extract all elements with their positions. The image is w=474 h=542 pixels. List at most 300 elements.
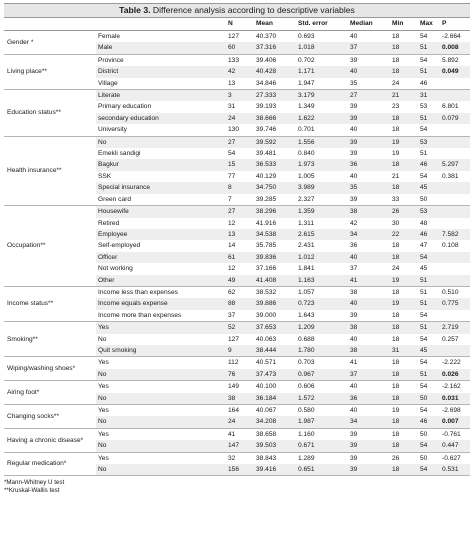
variable-label: Income status** [4, 286, 96, 321]
max-cell: 47 [420, 242, 428, 250]
n-cell: 38 [226, 393, 254, 405]
n-cell: 147 [226, 440, 254, 452]
n-cell: 133 [228, 56, 240, 64]
median-cell: 40 [348, 66, 390, 77]
n-cell: 60 [226, 42, 254, 54]
max-cell: 31 [418, 90, 440, 102]
max-cell: 51 [420, 150, 428, 158]
std-error-cell: 0.606 [298, 383, 315, 391]
category-cell: Income less than expenses [98, 288, 178, 296]
mean-cell: 38.666 [254, 113, 296, 124]
std-error-cell: 1.841 [298, 265, 315, 273]
p-cell: 0.381 [442, 172, 459, 180]
mean-cell: 38.843 [256, 454, 277, 462]
n-cell: 12 [228, 219, 236, 227]
median-cell: 39 [350, 454, 358, 462]
min-cell: 18 [390, 322, 418, 334]
std-error-cell: 1.018 [296, 42, 348, 54]
min-cell: 18 [390, 252, 418, 263]
footnote-kruskal-wallis: **Kruskal-Wallis test [4, 487, 60, 495]
mean-cell: 40.129 [256, 172, 277, 180]
category-cell: Income equals expense [96, 298, 226, 309]
median-cell: 40 [348, 252, 390, 263]
std-error-cell: 1.947 [296, 78, 348, 90]
category-cell: No [98, 335, 107, 343]
category-cell: Special insurance [96, 182, 226, 193]
median-cell: 41 [350, 359, 358, 367]
mean-cell: 40.428 [254, 66, 296, 77]
min-cell: 18 [392, 242, 400, 250]
category-cell: Self-employed [98, 242, 141, 250]
p-cell [440, 252, 470, 263]
category-cell: No [96, 136, 226, 148]
std-error-cell: 0.967 [296, 369, 348, 381]
n-cell: 54 [228, 150, 236, 158]
std-error-cell: 3.179 [296, 90, 348, 102]
mean-cell: 38.444 [254, 345, 296, 357]
n-cell: 8 [226, 182, 254, 193]
median-cell: 38 [350, 288, 358, 296]
p-cell [440, 78, 470, 90]
category-cell: SSK [98, 172, 112, 180]
mean-cell: 39.416 [254, 464, 296, 476]
n-cell: 164 [228, 407, 240, 414]
min-cell: 30 [392, 219, 400, 227]
mean-cell: 36.533 [254, 159, 296, 170]
n-cell: 130 [226, 124, 254, 136]
variable-label: Changing socks** [4, 405, 96, 429]
header-variable [4, 18, 96, 31]
std-error-cell: 1.572 [296, 393, 348, 405]
min-cell: 18 [392, 383, 400, 391]
variable-label: Airing foot* [4, 381, 96, 405]
median-cell: 37 [350, 265, 358, 273]
n-cell: 61 [226, 252, 254, 263]
p-cell: 5.297 [440, 159, 470, 170]
max-cell: 51 [418, 298, 440, 309]
min-cell: 18 [392, 33, 400, 40]
median-cell: 39 [348, 440, 390, 452]
median-cell: 36 [348, 393, 390, 405]
min-cell: 22 [390, 229, 418, 240]
mean-cell: 39.481 [256, 150, 277, 158]
min-cell: 18 [390, 182, 418, 193]
table-row [4, 90, 470, 102]
median-cell: 39 [350, 103, 358, 111]
min-cell: 18 [390, 113, 418, 124]
table-caption [4, 3, 470, 18]
max-cell: 46 [418, 78, 440, 90]
std-error-cell: 0.671 [296, 440, 348, 452]
mean-cell: 39.000 [254, 310, 296, 322]
max-cell: 45 [418, 182, 440, 193]
category-cell: Province [98, 56, 124, 64]
std-error-cell: 2.327 [296, 194, 348, 206]
min-cell: 18 [390, 310, 418, 322]
p-cell [440, 218, 470, 229]
min-cell: 18 [390, 124, 418, 136]
category-cell: University [96, 124, 226, 136]
mean-cell: 38.296 [254, 206, 296, 218]
max-cell: 54 [420, 335, 428, 343]
max-cell: 51 [420, 288, 428, 296]
max-cell: 54 [418, 440, 440, 452]
p-cell: 0.447 [440, 440, 470, 452]
footnotes [4, 479, 470, 495]
mean-cell: 27.333 [254, 90, 296, 102]
mean-cell: 39.836 [254, 252, 296, 263]
median-cell: 35 [348, 78, 390, 90]
p-cell [440, 263, 470, 274]
max-cell: 54 [420, 359, 428, 367]
n-cell: 41 [228, 430, 236, 438]
min-cell: 18 [390, 159, 418, 170]
n-cell: 31 [228, 103, 236, 111]
max-cell: 54 [420, 407, 428, 414]
p-cell: 0.531 [440, 464, 470, 476]
min-cell: 18 [392, 288, 400, 296]
median-cell: 39 [348, 194, 390, 206]
n-cell: 77 [228, 172, 236, 180]
median-cell: 38 [348, 206, 390, 218]
median-cell: 39 [350, 430, 358, 438]
variable-label: Smoking** [4, 322, 96, 357]
table-row [4, 381, 470, 393]
table-row [4, 54, 470, 66]
n-cell: 42 [226, 66, 254, 77]
n-cell: 7 [226, 194, 254, 206]
min-cell: 18 [392, 359, 400, 367]
std-error-cell: 1.780 [296, 345, 348, 357]
p-cell [440, 275, 470, 287]
std-error-cell: 1.987 [296, 416, 348, 428]
n-cell: 37 [226, 310, 254, 322]
median-cell: 39 [348, 136, 390, 148]
min-cell: 18 [390, 369, 418, 381]
min-cell: 18 [392, 335, 400, 343]
std-error-cell: 1.973 [296, 159, 348, 170]
header-mean: Mean [254, 18, 296, 31]
std-error-cell: 1.622 [296, 113, 348, 124]
table-row [4, 405, 470, 417]
p-cell: 0.108 [442, 242, 459, 250]
median-cell: 41 [348, 275, 390, 287]
min-cell: 19 [392, 407, 400, 414]
category-cell: Quit smoking [96, 345, 226, 357]
p-cell: 0.008 [440, 42, 470, 54]
median-cell: 40 [348, 124, 390, 136]
median-cell: 40 [348, 298, 390, 309]
std-error-cell: 1.163 [296, 275, 348, 287]
n-cell: 88 [226, 298, 254, 309]
category-cell: Bagkur [96, 159, 226, 170]
median-cell: 37 [348, 42, 390, 54]
median-cell: 40 [350, 172, 358, 180]
header-max: Max [418, 18, 440, 31]
category-cell: Male [96, 42, 226, 54]
median-cell: 36 [350, 242, 358, 250]
category-cell: Employee [96, 229, 226, 240]
std-error-cell: 0.580 [298, 407, 315, 414]
header-std-error: Std. error [296, 18, 348, 31]
category-cell: Literate [96, 90, 226, 102]
std-error-cell: 1.012 [296, 252, 348, 263]
std-error-cell: 1.349 [298, 103, 315, 111]
max-cell: 51 [418, 322, 440, 334]
n-cell: 15 [226, 159, 254, 170]
category-cell: Yes [96, 322, 226, 334]
max-cell: 50 [418, 194, 440, 206]
max-cell: 53 [418, 136, 440, 148]
max-cell: 51 [418, 42, 440, 54]
p-cell: -2.698 [442, 407, 461, 414]
median-cell: 34 [348, 229, 390, 240]
std-error-cell: 0.703 [298, 359, 315, 367]
mean-cell: 39.886 [254, 298, 296, 309]
min-cell: 21 [390, 90, 418, 102]
median-cell: 39 [348, 464, 390, 476]
table-row [4, 136, 470, 148]
category-cell: Green card [96, 194, 226, 206]
mean-cell: 40.063 [256, 335, 277, 343]
p-cell: 0.031 [440, 393, 470, 405]
std-error-cell: 0.693 [298, 33, 315, 40]
p-cell: -2.162 [442, 383, 461, 391]
mean-cell: 41.916 [256, 219, 277, 227]
p-cell: 0.775 [440, 298, 470, 309]
category-cell: Yes [98, 454, 109, 462]
median-cell: 27 [348, 90, 390, 102]
std-error-cell: 1.556 [296, 136, 348, 148]
header-min: Min [390, 18, 418, 31]
table-row [4, 452, 470, 464]
min-cell: 19 [390, 298, 418, 309]
min-cell: 18 [392, 56, 400, 64]
median-cell: 40 [350, 335, 358, 343]
std-error-cell: 2.431 [298, 242, 315, 250]
p-cell [440, 345, 470, 357]
mean-cell: 37.166 [256, 265, 277, 273]
caption-label: Table 3. [119, 5, 151, 15]
table-row [4, 357, 470, 369]
p-cell [440, 182, 470, 193]
std-error-cell: 0.688 [298, 335, 315, 343]
median-cell: 40 [350, 383, 358, 391]
category-cell: Yes [98, 407, 109, 414]
p-cell: 0.026 [440, 369, 470, 381]
category-cell: Female [98, 33, 120, 40]
max-cell: 46 [418, 416, 440, 428]
max-cell: 54 [420, 172, 428, 180]
p-cell: -2.664 [442, 33, 461, 40]
n-cell: 3 [226, 90, 254, 102]
caption-text: Difference analysis according to descriptive variables [150, 5, 355, 15]
table-body [4, 31, 470, 476]
table-container [4, 3, 470, 495]
p-cell: 2.719 [440, 322, 470, 334]
min-cell: 18 [390, 440, 418, 452]
max-cell: 54 [418, 124, 440, 136]
header-row [4, 18, 470, 31]
std-error-cell: 1.005 [298, 172, 315, 180]
std-error-cell: 1.160 [298, 430, 315, 438]
median-cell: 38 [348, 322, 390, 334]
p-cell: -2.222 [442, 359, 461, 367]
variable-label: Having a chronic disease* [4, 428, 96, 452]
mean-cell: 34.208 [254, 416, 296, 428]
n-cell: 76 [226, 369, 254, 381]
n-cell: 49 [226, 275, 254, 287]
category-cell: No [96, 393, 226, 405]
p-cell: 0.510 [442, 288, 459, 296]
p-cell: -0.627 [442, 454, 461, 462]
min-cell: 19 [392, 150, 400, 158]
category-cell: Yes [98, 430, 109, 438]
max-cell: 50 [418, 393, 440, 405]
min-cell: 26 [392, 454, 400, 462]
variable-label: Gender * [4, 31, 96, 55]
mean-cell: 40.100 [256, 383, 277, 391]
median-cell: 35 [348, 182, 390, 193]
median-cell: 39 [348, 113, 390, 124]
n-cell: 112 [228, 359, 239, 367]
mean-cell: 37.316 [254, 42, 296, 54]
variable-label: Education status** [4, 90, 96, 137]
max-cell: 46 [418, 229, 440, 240]
std-error-cell: 1.209 [296, 322, 348, 334]
min-cell: 23 [392, 103, 400, 111]
category-cell: Village [96, 78, 226, 90]
n-cell: 52 [226, 322, 254, 334]
std-error-cell: 3.989 [296, 182, 348, 193]
max-cell: 51 [418, 113, 440, 124]
mean-cell: 38.532 [256, 288, 277, 296]
category-cell: No [96, 369, 226, 381]
p-cell: 7.582 [440, 229, 470, 240]
max-cell: 46 [418, 159, 440, 170]
p-cell: 0.079 [440, 113, 470, 124]
max-cell: 50 [420, 430, 428, 438]
table-row [4, 31, 470, 43]
p-cell [440, 310, 470, 322]
n-cell: 127 [228, 33, 240, 40]
median-cell: 38 [348, 345, 390, 357]
mean-cell: 34.846 [254, 78, 296, 90]
category-cell: District [96, 66, 226, 77]
median-cell: 39 [350, 150, 358, 158]
std-error-cell: 1.311 [298, 219, 315, 227]
category-cell: Yes [98, 359, 109, 367]
max-cell: 54 [420, 33, 428, 40]
min-cell: 18 [390, 393, 418, 405]
n-cell: 13 [226, 78, 254, 90]
category-cell: Not working [98, 265, 133, 273]
median-cell: 40 [350, 33, 358, 40]
mean-cell: 39.503 [254, 440, 296, 452]
max-cell: 53 [418, 206, 440, 218]
max-cell: 51 [418, 275, 440, 287]
min-cell: 19 [390, 136, 418, 148]
table-row [4, 206, 470, 218]
std-error-cell: 1.359 [296, 206, 348, 218]
p-cell [440, 136, 470, 148]
std-error-cell: 0.701 [296, 124, 348, 136]
max-cell: 51 [418, 369, 440, 381]
variable-label: Wiping/washing shoes* [4, 357, 96, 381]
mean-cell: 34.750 [254, 182, 296, 193]
p-cell [440, 148, 470, 159]
category-cell: Yes [98, 383, 109, 391]
p-cell: 0.049 [440, 66, 470, 77]
table-row [4, 286, 470, 298]
min-cell: 26 [390, 206, 418, 218]
std-error-cell: 0.702 [298, 56, 315, 64]
mean-cell: 40.067 [256, 407, 277, 414]
max-cell: 54 [420, 56, 428, 64]
std-error-cell: 2.615 [296, 229, 348, 240]
mean-cell: 37.653 [254, 322, 296, 334]
max-cell: 45 [418, 345, 440, 357]
max-cell: 54 [418, 464, 440, 476]
n-cell: 24 [226, 113, 254, 124]
mean-cell: 36.184 [254, 393, 296, 405]
n-cell: 62 [228, 288, 236, 296]
min-cell: 24 [392, 265, 400, 273]
category-cell: Primary education [98, 103, 152, 111]
std-error-cell: 0.723 [296, 298, 348, 309]
median-cell: 42 [350, 219, 358, 227]
p-cell: 0.257 [442, 335, 459, 343]
n-cell: 27 [226, 136, 254, 148]
mean-cell: 35.785 [256, 242, 277, 250]
min-cell: 18 [390, 416, 418, 428]
table-row [4, 322, 470, 334]
n-cell: 12 [228, 265, 236, 273]
descriptive-analysis-table [4, 18, 470, 476]
n-cell: 9 [226, 345, 254, 357]
variable-label: Occupation** [4, 206, 96, 287]
p-cell [440, 90, 470, 102]
min-cell: 18 [392, 430, 400, 438]
max-cell: 50 [420, 454, 428, 462]
min-cell: 31 [390, 345, 418, 357]
std-error-cell: 1.057 [298, 288, 315, 296]
max-cell: 51 [418, 66, 440, 77]
median-cell: 34 [348, 416, 390, 428]
p-cell: -0.761 [442, 430, 461, 438]
variable-label: Regular medication* [4, 452, 96, 476]
max-cell: 54 [418, 252, 440, 263]
header-n: N [226, 18, 254, 31]
min-cell: 21 [392, 172, 400, 180]
header-category [96, 18, 226, 31]
max-cell: 54 [420, 383, 428, 391]
mean-cell: 40.571 [256, 359, 277, 367]
n-cell: 149 [228, 383, 240, 391]
footnote-mann-whitney: *Mann-Whitney U test [4, 479, 65, 487]
category-cell: Emekli sandigi [98, 150, 141, 158]
n-cell: 14 [228, 242, 236, 250]
p-cell: 6.801 [442, 103, 459, 111]
category-cell: No [96, 440, 226, 452]
min-cell: 18 [390, 66, 418, 77]
category-cell: Retired [98, 219, 120, 227]
header-p: P [440, 18, 470, 31]
header-median: Median [348, 18, 390, 31]
n-cell: 27 [226, 206, 254, 218]
category-cell: secondary education [96, 113, 226, 124]
table-row [4, 428, 470, 440]
